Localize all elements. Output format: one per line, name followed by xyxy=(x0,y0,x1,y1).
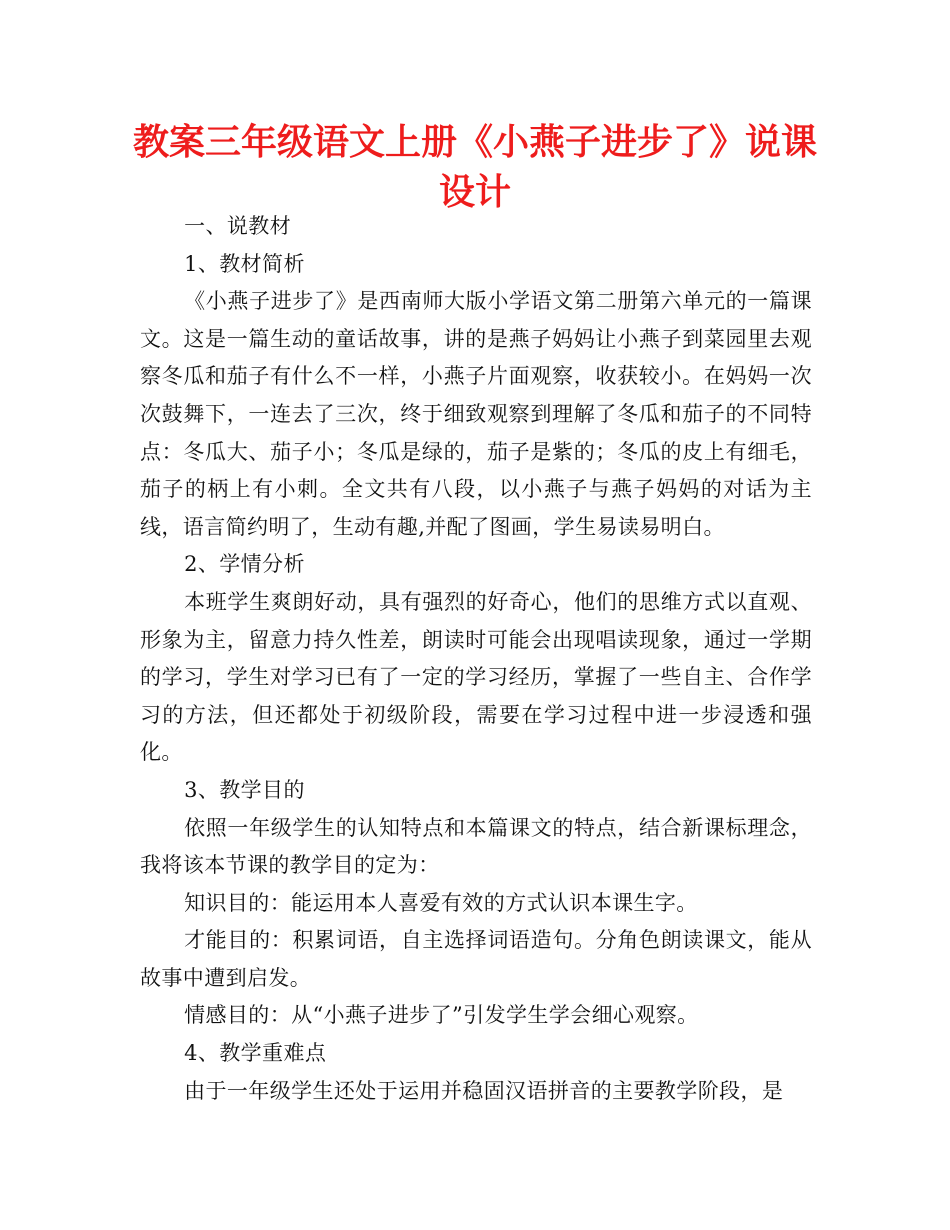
paragraph-student-analysis: 本班学生爽朗好动，具有强烈的好奇心，他们的思维方式以直观、形象为主，留意力持久性差，朗读时可能会出现唱读现象，通过一学期的学习，学生对学习已有了一定的学习经历，掌握了一些自主、合作学习的方法，但还都处于初级阶段，需要在学习过程中进一步浸透和强化。 xyxy=(140,589,812,765)
document-title: 教案三年级语文上册《小燕子进步了》说课设计 xyxy=(132,122,817,213)
paragraph-textbook-analysis: 《小燕子进步了》是西南师大版小学语文第二册第六单元的一篇课文。这是一篇生动的童话故事，讲的是燕子妈妈让小燕子到菜园里去观察冬瓜和茄子有什么不一样，小燕子片面观察，收获较小。在妈妈一次次鼓舞下，一连去了三次，终于细致观察到理解了冬瓜和茄子的不同特点：冬瓜大、茄子小；冬瓜是绿的，茄子是紫的；冬瓜的皮上有细毛，茄子的柄上有小刺。全文共有八段，以小燕子与燕子妈妈的对话为主线，语言简约明了，生动有趣,并配了图画，学生易读易明白。 xyxy=(140,289,812,539)
heading-textbook-analysis: 1、教材简析 xyxy=(184,251,305,276)
heading-section-1: 一、说教材 xyxy=(184,214,292,238)
heading-teaching-goals: 3、教学目的 xyxy=(184,777,305,802)
paragraph-ability-goal: 才能目的：积累词语，自主选择词语造句。分角色朗读课文，能从故事中遭到启发。 xyxy=(140,928,812,990)
paragraph-knowledge-goal: 知识目的：能运用本人喜爱有效的方式认识本课生字。 xyxy=(184,890,698,915)
document-body xyxy=(140,208,812,1110)
heading-key-points: 4、教学重难点 xyxy=(184,1041,327,1066)
heading-student-analysis: 2、学情分析 xyxy=(184,552,305,577)
paragraph-teaching-goals: 依照一年级学生的认知特点和本篇课文的特点，结合新课标理念，我将该本节课的教学目的定为： xyxy=(140,815,812,878)
paragraph-emotion-goal: 情感目的：从“小燕子进步了”引发学生学会细心观察。 xyxy=(184,1003,699,1028)
paragraph-key-points: 由于一年级学生还处于运用并稳固汉语拼音的主要教学阶段，是 xyxy=(184,1078,784,1103)
